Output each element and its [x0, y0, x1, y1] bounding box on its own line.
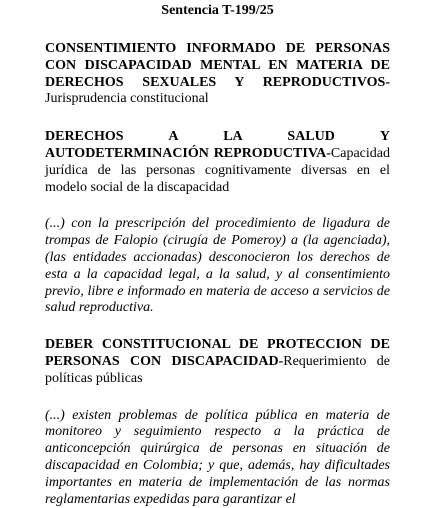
- section-subtitle: Capacidad jurídica de las personas cognitivamente diversas en el modelo social de la discapacidad: [45, 145, 390, 195]
- section-title-line1: DERECHOS A LA SALUD Y: [45, 129, 390, 145]
- section-derechos-salud: [45, 129, 390, 196]
- sentencia-number: Sentencia T-199/25: [161, 3, 274, 18]
- section-consentimiento: [45, 41, 390, 108]
- quote-politica-publica: (...) existen problemas de política pública en materia de monitoreo y seguimiento respecto a la práctica de anticoncepción quirúrgica de personas en situación de discapacidad en Colombia; y que, además, hay dificultades importantes en materia de implementación de las normas reglamentarias expedidas para garantizar el: [45, 407, 390, 507]
- section-title: CONSENTIMIENTO INFORMADO DE PERSONAS CON DISCAPACIDAD MENTAL EN MATERIA DE DERECHOS SEXUALES Y REPRODUCTIVOS-: [45, 41, 390, 90]
- section-title-line2: AUTODETERMINACIÓN REPRODUCTIVA-: [45, 145, 331, 161]
- quote-ligadura: (...) con la prescripción del procedimiento de ligadura de trompas de Falopio (cirugía de Pomeroy) a (la agenciada), (las entidades accionadas) desconocieron los derechos de esta a la capacidad legal, a la salud, y al consentimiento previo, libre e informado en materia de acceso a servicios de salud reproductiva.: [45, 216, 390, 316]
- section-deber-constitucional: [45, 337, 390, 387]
- section-subtitle: Jurisprudencia constitucional: [45, 91, 209, 107]
- section-subtitle: Requerimiento de políticas públicas: [45, 353, 390, 386]
- section-title: DEBER CONSTITUCIONAL DE PROTECCION DE PERSONAS CON DISCAPACIDAD-: [45, 337, 390, 369]
